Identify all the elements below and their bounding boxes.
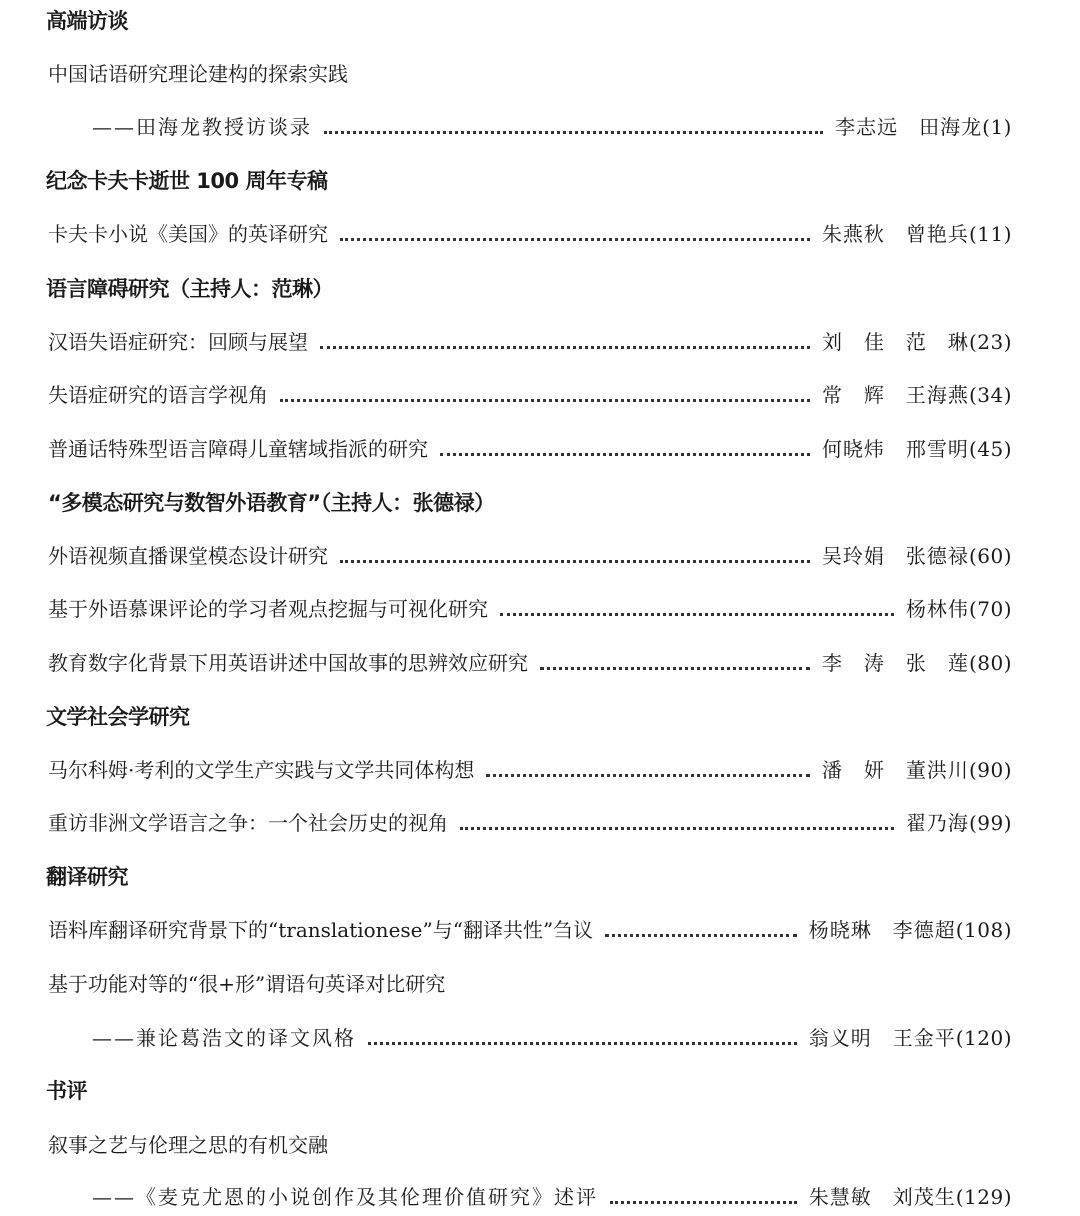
dot-leader: [460, 827, 894, 830]
dot-leader: [368, 1042, 797, 1045]
article-title: 重访非洲文学语言之争：一个社会历史的视角: [48, 811, 448, 835]
article-title: 叙事之艺与伦理之思的有机交融: [48, 1133, 328, 1157]
page-number: (23): [968, 330, 1012, 354]
article-authors: 朱燕秋 曾艳兵: [821, 222, 969, 246]
page-number: (99): [968, 811, 1012, 835]
page-number: (129): [955, 1185, 1012, 1209]
page-number: (90): [968, 758, 1012, 782]
toc-entry: [48, 915, 1012, 945]
page-number: (1): [982, 115, 1012, 139]
section-heading: 语言障碍研究（主持人：范琳）: [46, 277, 333, 301]
article-title: 语料库翻译研究背景下的“translationese”与“翻译共性”刍议: [48, 918, 594, 942]
article-authors: 吴玲娟 张德禄: [821, 544, 969, 568]
article-authors: 常 辉 王海燕: [821, 383, 969, 407]
article-authors: 潘 妍 董洪川: [821, 758, 969, 782]
article-authors: 翁义明 王金平: [808, 1026, 956, 1050]
section-heading: 纪念卡夫卡逝世 100 周年专稿: [46, 169, 328, 193]
dot-leader: [440, 453, 810, 456]
article-authors: 李志远 田海龙: [835, 115, 983, 139]
toc-entry: [48, 594, 1012, 624]
toc-entry: [48, 434, 1012, 464]
article-title: 基于功能对等的“很+形”谓语句英译对比研究: [48, 972, 446, 996]
article-title: 基于外语慕课评论的学习者观点挖掘与可视化研究: [48, 597, 488, 621]
article-authors: 朱慧敏 刘茂生: [808, 1185, 956, 1209]
article-authors: 杨林伟: [905, 597, 969, 621]
toc-entry: [92, 112, 1012, 142]
article-authors: 翟乃海: [905, 811, 969, 835]
article-title: 教育数字化背景下用英语讲述中国故事的思辨效应研究: [48, 651, 528, 675]
dot-leader: [340, 238, 810, 241]
dot-leader: [540, 667, 810, 670]
article-authors: 刘 佳 范 琳: [821, 330, 969, 354]
article-title: 失语症研究的语言学视角: [48, 383, 268, 407]
article-title: 汉语失语症研究：回顾与展望: [48, 330, 308, 354]
article-subtitle: ——兼论葛浩文的译文风格: [92, 1026, 356, 1050]
toc-entry: [48, 541, 1012, 571]
article-authors: 杨晓琳 李德超: [808, 918, 956, 942]
section-heading: 翻译研究: [46, 865, 128, 889]
page-number: (70): [968, 597, 1012, 621]
article-title: 普通话特殊型语言障碍儿童辖域指派的研究: [48, 437, 428, 461]
toc-entry: [92, 1023, 1012, 1053]
toc-entry: [48, 808, 1012, 838]
article-subtitle: ——田海龙教授访谈录: [92, 115, 312, 139]
toc-entry: [48, 327, 1012, 357]
section-heading: 书评: [46, 1079, 87, 1103]
dot-leader: [280, 399, 810, 402]
section-heading: 高端访谈: [46, 9, 128, 33]
article-title: 中国话语研究理论建构的探索实践: [48, 62, 348, 86]
article-title: 卡夫卡小说《美国》的英译研究: [48, 222, 328, 246]
dot-leader: [486, 774, 810, 777]
page-number: (11): [968, 222, 1012, 246]
section-heading: 文学社会学研究: [46, 705, 190, 729]
page-number: (108): [955, 918, 1012, 942]
toc-entry: [48, 648, 1012, 678]
dot-leader: [500, 613, 894, 616]
toc-entry: [48, 380, 1012, 410]
page-number: (45): [968, 437, 1012, 461]
article-title: 外语视频直播课堂模态设计研究: [48, 544, 328, 568]
article-title: 马尔科姆·考利的文学生产实践与文学共同体构想: [48, 758, 475, 782]
article-authors: 李 涛 张 莲: [821, 651, 969, 675]
toc-entry: [92, 1182, 1012, 1212]
dot-leader: [610, 1201, 797, 1204]
section-heading: “多模态研究与数智外语教育”（主持人：张德禄）: [48, 491, 495, 515]
page-number: (34): [968, 383, 1012, 407]
article-subtitle: ——《麦克尤恩的小说创作及其伦理价值研究》述评: [92, 1185, 598, 1209]
dot-leader: [324, 131, 823, 134]
dot-leader: [340, 560, 810, 563]
page-number: (60): [968, 544, 1012, 568]
dot-leader: [605, 934, 797, 937]
page-number: (80): [968, 651, 1012, 675]
toc-entry: [48, 755, 1012, 785]
dot-leader: [320, 346, 810, 349]
toc-entry: [48, 219, 1012, 249]
page-number: (120): [955, 1026, 1012, 1050]
article-authors: 何晓炜 邢雪明: [821, 437, 969, 461]
